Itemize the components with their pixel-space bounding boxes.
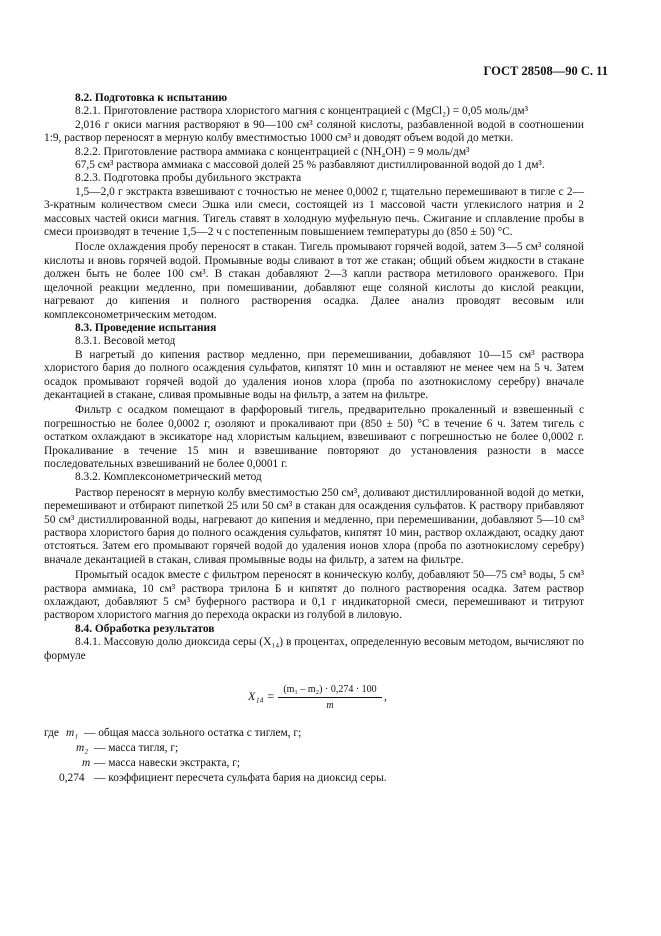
paragraph: 8.2.1. Приготовление раствора хлористого магния с концентрацией c (MgCl₂) = 0,05 моль/дм³ <box>75 105 529 118</box>
paragraph: Раствор переносят в мерную колбу вместимостью 250 см³, доливают дистиллированной водой до метки, перемешивают и отбирают пипеткой 25 или 50 см³ в стакан для осаждения сульфатов. К раствору прибавляют 50 см³ дистиллированной воды, нагревают до кипения и медленно, при перемешивании, добавляют 5—10 см³ раствора хлористого бария до полного осаждения сульфатов, кипятят 10 мин, раствор охлаждают, осадку дают отстояться. Затем его промывают горячей водой до удаления ионов хлора (проба по азотнокислому серебру) вначале декантацией в стакан, сливая промывные воды на фильтр, а затем на фильтре. <box>44 486 584 566</box>
paragraph: В нагретый до кипения раствор медленно, при перемешивании, добавляют 10—15 см³ раствора хлористого бария до полного осаждения сульфатов, кипятят 10 мин и оставляют не менее чем на 5 ч. Затем осадок промывают горячей водой до удаления ионов хлора (проба по азотнокислому серебру) вначале декантацией в стакане, сливая промывные воды на фильтр, а затем на фильтре. <box>44 348 584 401</box>
section-heading: 8.3. Проведение испытания <box>75 321 217 334</box>
definition-row <box>44 772 584 787</box>
paragraph: 2,016 г окиси магния растворяют в 90—100 см³ соляной кислоты, разбавленной водой в соотношении 1:9, раствор переносят в мерную колбу вместимостью 1000 см³ и доводят объем водой до метки. <box>44 118 584 145</box>
paragraph: 8.2.2. Приготовление раствора аммиака с концентрацией c (NH₄OH) = 9 моль/дм³ <box>75 145 470 158</box>
definition-text: — общая масса зольного остатка с тиглем, г; <box>84 727 302 740</box>
definition-symbol: m₂ <box>76 742 89 755</box>
definitions <box>44 727 584 787</box>
paragraph: Промытый осадок вместе с фильтром переносят в коническую колбу, добавляют 50—75 см³ воды, 5 см³ раствора аммиака, 10 см³ раствора трилона Б и кипятят до полного растворения осадка. Затем раствор охлаждают, добавляют 5 см³ буферного раствора и 0,1 г индикаторной смеси, перемешивают и титруют раствором хлористого магния до перехода окраски из голубой в лиловую. <box>44 569 584 622</box>
paragraph: 1,5—2,0 г экстракта взвешивают с точностью не менее 0,0002 г, тщательно перемешивают в тигле с 2—3-кратным количеством смеси Эшка или смеси, состоящей из 1 массовой части углекислого натрия и 2 массовых частей окиси магния. Тигель ставят в холодную муфельную печь. Сжигание и сплавление пробы в смеси производят в течение 1,5—2 ч с постепенным повышением температуры до (850 ± 50) °С. <box>44 185 584 239</box>
definition-text: — масса тигля, г; <box>94 742 179 755</box>
formula-lhs: X₁₄ = <box>248 689 275 704</box>
definition-row <box>44 727 584 742</box>
definition-prefix: где <box>44 727 59 740</box>
section-heading: 8.4. Обработка результатов <box>75 622 215 635</box>
definition-symbol: m <box>82 757 91 770</box>
paragraph: 8.2.3. Подготовка пробы дубильного экстракта <box>75 172 302 185</box>
definition-symbol: 0,274 <box>59 772 85 785</box>
definition-text: — коэффициент пересчета сульфата бария на диоксид серы. <box>94 772 387 785</box>
formula-numerator: (m₁ – m₂) · 0,274 · 100 <box>278 683 382 698</box>
definition-row <box>44 742 584 757</box>
definition-text: — масса навески экстракта, г; <box>94 757 241 770</box>
paragraph: 8.3.2. Комплексонометрический метод <box>75 471 262 484</box>
page-header: ГОСТ 28508—90 С. 11 <box>483 64 608 78</box>
formula-suffix: , <box>384 689 387 704</box>
paragraph: Фильтр с осадком помещают в фарфоровый тигель, предварительно прокаленный и взвешенный с погрешностью не более 0,0002 г, озоляют и прокаливают при (850 ± 50) °С в течение 6 ч. Затем тигель с остатком охлаждают в эксикаторе над хлористым кальцием, взвешивают с погрешностью не более 0,0002 г. Прокаливание в течение 15 мин и взвешивание повторяют до установления разности в массе последовательных взвешиваний не более 0,0001 г. <box>44 404 584 470</box>
paragraph: 8.3.1. Весовой метод <box>75 335 176 348</box>
definition-symbol: m₁ <box>66 727 79 740</box>
definition-row <box>44 757 584 772</box>
formula-denominator: m <box>326 700 334 712</box>
section-heading: 8.2. Подготовка к испытанию <box>75 92 228 104</box>
formula <box>44 683 584 712</box>
paragraph: После охлаждения пробу переносят в стакан. Тигель промывают горячей водой, затем 3—5 см³ соляной кислоты и вновь горячей водой. Промывные воды сливают в тот же стакан; общий объем жидкости в стакане должен быть не более 100 см³. В стакан добавляют 2—3 капли раствора метилового оранжевого. При щелочной реакции медленно, при помешивании, добавляют еще соляной кислоты до кислой реакции, нагревают до кипения и полного растворения осадка. Далее анализ проводят весовым или комплексонометрическим методом. <box>44 241 584 321</box>
paragraph: 8.4.1. Массовую долю диоксида серы (X₁₄) в процентах, определенную весовым методом, вычисляют по формуле <box>44 636 584 662</box>
paragraph: 67,5 см³ раствора аммиака с массовой долей 25 % разбавляют дистиллированной водой до 1 дм³. <box>75 159 545 172</box>
formula-fraction <box>278 683 382 713</box>
paragraphs <box>44 92 584 663</box>
document-body <box>44 92 584 787</box>
